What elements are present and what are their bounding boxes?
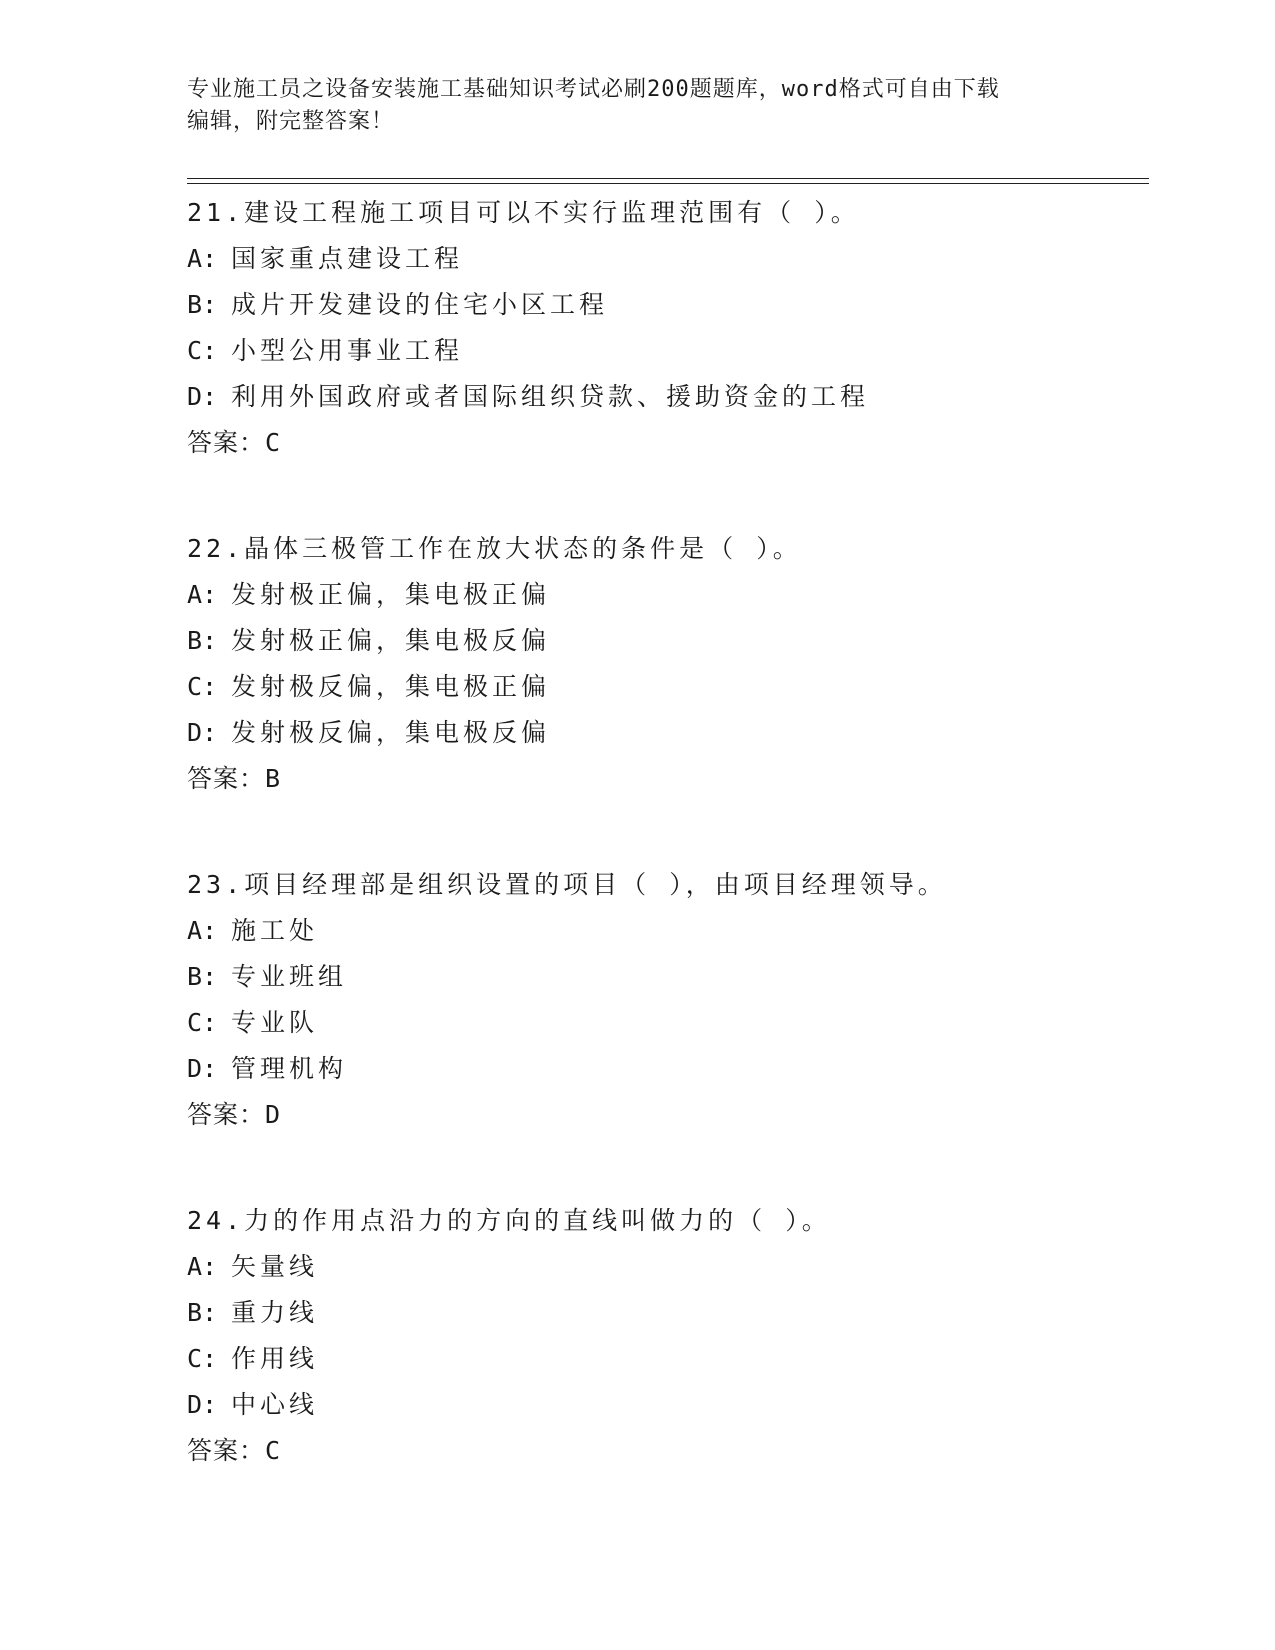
- option-key: D:: [187, 1054, 218, 1083]
- option-text: 管理机构: [231, 1054, 348, 1083]
- option-a: [187, 1244, 1147, 1290]
- option-c: [187, 1336, 1147, 1382]
- answer-line: 答案：C: [187, 428, 282, 457]
- option-text: 成片开发建设的住宅小区工程: [231, 290, 609, 319]
- option-text: 国家重点建设工程: [231, 244, 464, 273]
- option-b: [187, 618, 1147, 664]
- option-d: [187, 1046, 1147, 1092]
- option-text: 发射极反偏，集电极反偏: [231, 718, 551, 747]
- answer-line: 答案：C: [187, 1436, 282, 1465]
- question-spacer: [187, 802, 1147, 862]
- question-list: [187, 190, 1147, 1474]
- option-d: [187, 1382, 1147, 1428]
- option-key: C:: [187, 672, 218, 701]
- option-a: [187, 236, 1147, 282]
- option-c: [187, 1000, 1147, 1046]
- option-text: 发射极正偏，集电极正偏: [231, 580, 551, 609]
- answer-line: 答案：B: [187, 764, 282, 793]
- question-21: [187, 190, 1147, 466]
- question-stem: 24.力的作用点沿力的方向的直线叫做力的（ ）。: [187, 1206, 831, 1235]
- option-c: [187, 328, 1147, 374]
- option-key: B:: [187, 626, 218, 655]
- option-key: A:: [187, 916, 218, 945]
- option-key: B:: [187, 962, 218, 991]
- header-divider-bottom: [187, 183, 1149, 184]
- question-23: [187, 862, 1147, 1138]
- question-spacer: [187, 1138, 1147, 1198]
- option-c: [187, 664, 1147, 710]
- option-key: A:: [187, 244, 218, 273]
- option-key: B:: [187, 1298, 218, 1327]
- option-text: 发射极正偏，集电极反偏: [231, 626, 551, 655]
- question-stem: 23.项目经理部是组织设置的项目（ ），由项目经理领导。: [187, 870, 947, 899]
- option-text: 重力线: [231, 1298, 319, 1327]
- option-b: [187, 954, 1147, 1000]
- option-key: D:: [187, 382, 218, 411]
- header-divider-top: [187, 178, 1149, 179]
- option-d: [187, 710, 1147, 756]
- option-a: [187, 572, 1147, 618]
- option-text: 矢量线: [231, 1252, 319, 1281]
- question-22: [187, 526, 1147, 802]
- answer-line: 答案：D: [187, 1100, 282, 1129]
- option-key: B:: [187, 290, 218, 319]
- document-header: [187, 74, 1067, 138]
- question-stem: 21.建设工程施工项目可以不实行监理范围有（ ）。: [187, 198, 860, 227]
- question-24: [187, 1198, 1147, 1474]
- option-text: 专业班组: [231, 962, 348, 991]
- option-b: [187, 1290, 1147, 1336]
- option-text: 作用线: [231, 1344, 319, 1373]
- option-key: D:: [187, 1390, 218, 1419]
- option-d: [187, 374, 1147, 420]
- option-a: [187, 908, 1147, 954]
- option-b: [187, 282, 1147, 328]
- option-text: 专业队: [231, 1008, 319, 1037]
- option-key: C:: [187, 1344, 218, 1373]
- option-text: 利用外国政府或者国际组织贷款、援助资金的工程: [231, 382, 870, 411]
- question-stem: 22.晶体三极管工作在放大状态的条件是（ ）。: [187, 534, 802, 563]
- option-text: 中心线: [231, 1390, 319, 1419]
- option-key: A:: [187, 1252, 218, 1281]
- header-line-1: 专业施工员之设备安装施工基础知识考试必刷200题题库，word格式可自由下载: [187, 77, 1000, 102]
- option-key: D:: [187, 718, 218, 747]
- option-text: 小型公用事业工程: [231, 336, 464, 365]
- option-text: 施工处: [231, 916, 319, 945]
- header-line-2: 编辑，附完整答案！: [187, 109, 395, 134]
- question-spacer: [187, 466, 1147, 526]
- option-key: C:: [187, 336, 218, 365]
- option-text: 发射极反偏，集电极正偏: [231, 672, 551, 701]
- option-key: A:: [187, 580, 218, 609]
- option-key: C:: [187, 1008, 218, 1037]
